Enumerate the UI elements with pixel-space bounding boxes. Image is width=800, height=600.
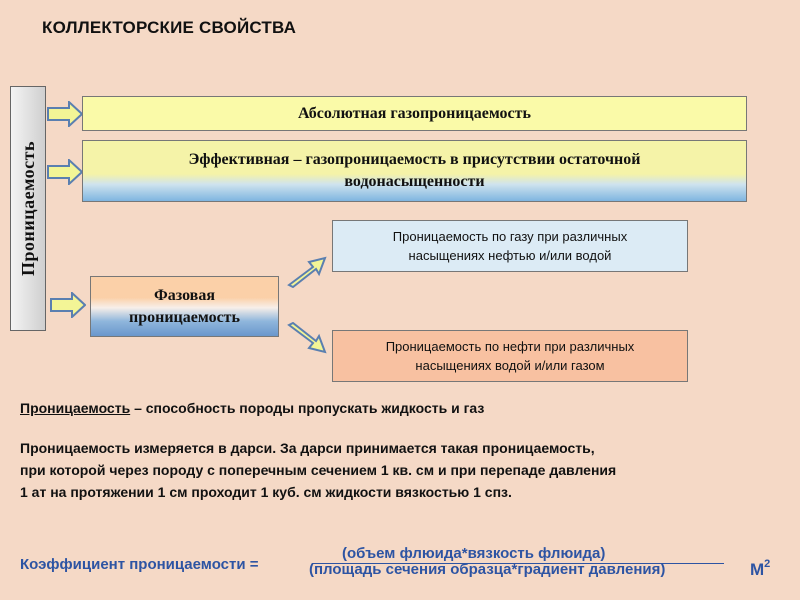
darcy-paragraph-line2: при которой через породу с поперечным сечением 1 кв. см и при перепаде давления xyxy=(20,462,617,478)
definition-term: Проницаемость xyxy=(20,400,131,416)
effective-permeability-box xyxy=(82,140,747,202)
unit-exponent: 2 xyxy=(764,558,771,570)
darcy-paragraph xyxy=(20,437,790,503)
absolute-permeability-box xyxy=(82,96,747,131)
oil-permeability-box xyxy=(332,330,688,382)
phase-permeability-box xyxy=(90,276,279,337)
arrow-right-icon xyxy=(50,292,86,318)
oil-permeability-line2: насыщениях водой и/или газом xyxy=(415,358,605,373)
formula-unit xyxy=(750,558,770,580)
unit-symbol: М xyxy=(750,560,765,579)
slide-title: КОЛЛЕКТОРСКИЕ СВОЙСТВА xyxy=(42,18,297,37)
arrow-up-right-icon xyxy=(286,250,328,288)
arrow-right-icon xyxy=(47,101,83,127)
formula-denominator: (площадь сечения образца*градиент давления) xyxy=(309,561,666,578)
gas-permeability-line1: Проницаемость по газу при различных xyxy=(392,229,628,244)
darcy-paragraph-line3: 1 ат на протяжении 1 см проходит 1 куб. см жидкости вязкостью 1 спз. xyxy=(20,484,512,500)
effective-permeability-line1: Эффективная – газопроницаемость в присутствии остаточной xyxy=(188,151,641,168)
darcy-paragraph-line1: Проницаемость измеряется в дарси. За дарси принимается такая проницаемость, xyxy=(20,440,595,456)
arrow-right-icon xyxy=(47,159,83,185)
vertical-label-text: Проницаемость xyxy=(17,141,38,276)
definition-rest: – способность породы пропускать жидкость и газ xyxy=(130,400,485,416)
oil-permeability-line1: Проницаемость по нефти при различных xyxy=(385,339,635,354)
gas-permeability-line2: насыщениях нефтью и/или водой xyxy=(408,248,612,263)
vertical-label-box xyxy=(10,86,46,331)
permeability-definition xyxy=(20,400,780,416)
formula-numerator: (объем флюида*вязкость флюида) xyxy=(342,545,606,562)
effective-permeability-line2: водонасыщенности xyxy=(344,173,485,190)
arrow-down-right-icon xyxy=(286,322,328,360)
phase-permeability-line2: проницаемость xyxy=(129,308,240,326)
gas-permeability-box xyxy=(332,220,688,272)
formula-label: Коэффициент проницаемости = xyxy=(20,556,259,573)
phase-permeability-line1: Фазовая xyxy=(154,286,215,304)
absolute-permeability-text: Абсолютная газопроницаемость xyxy=(298,104,531,122)
